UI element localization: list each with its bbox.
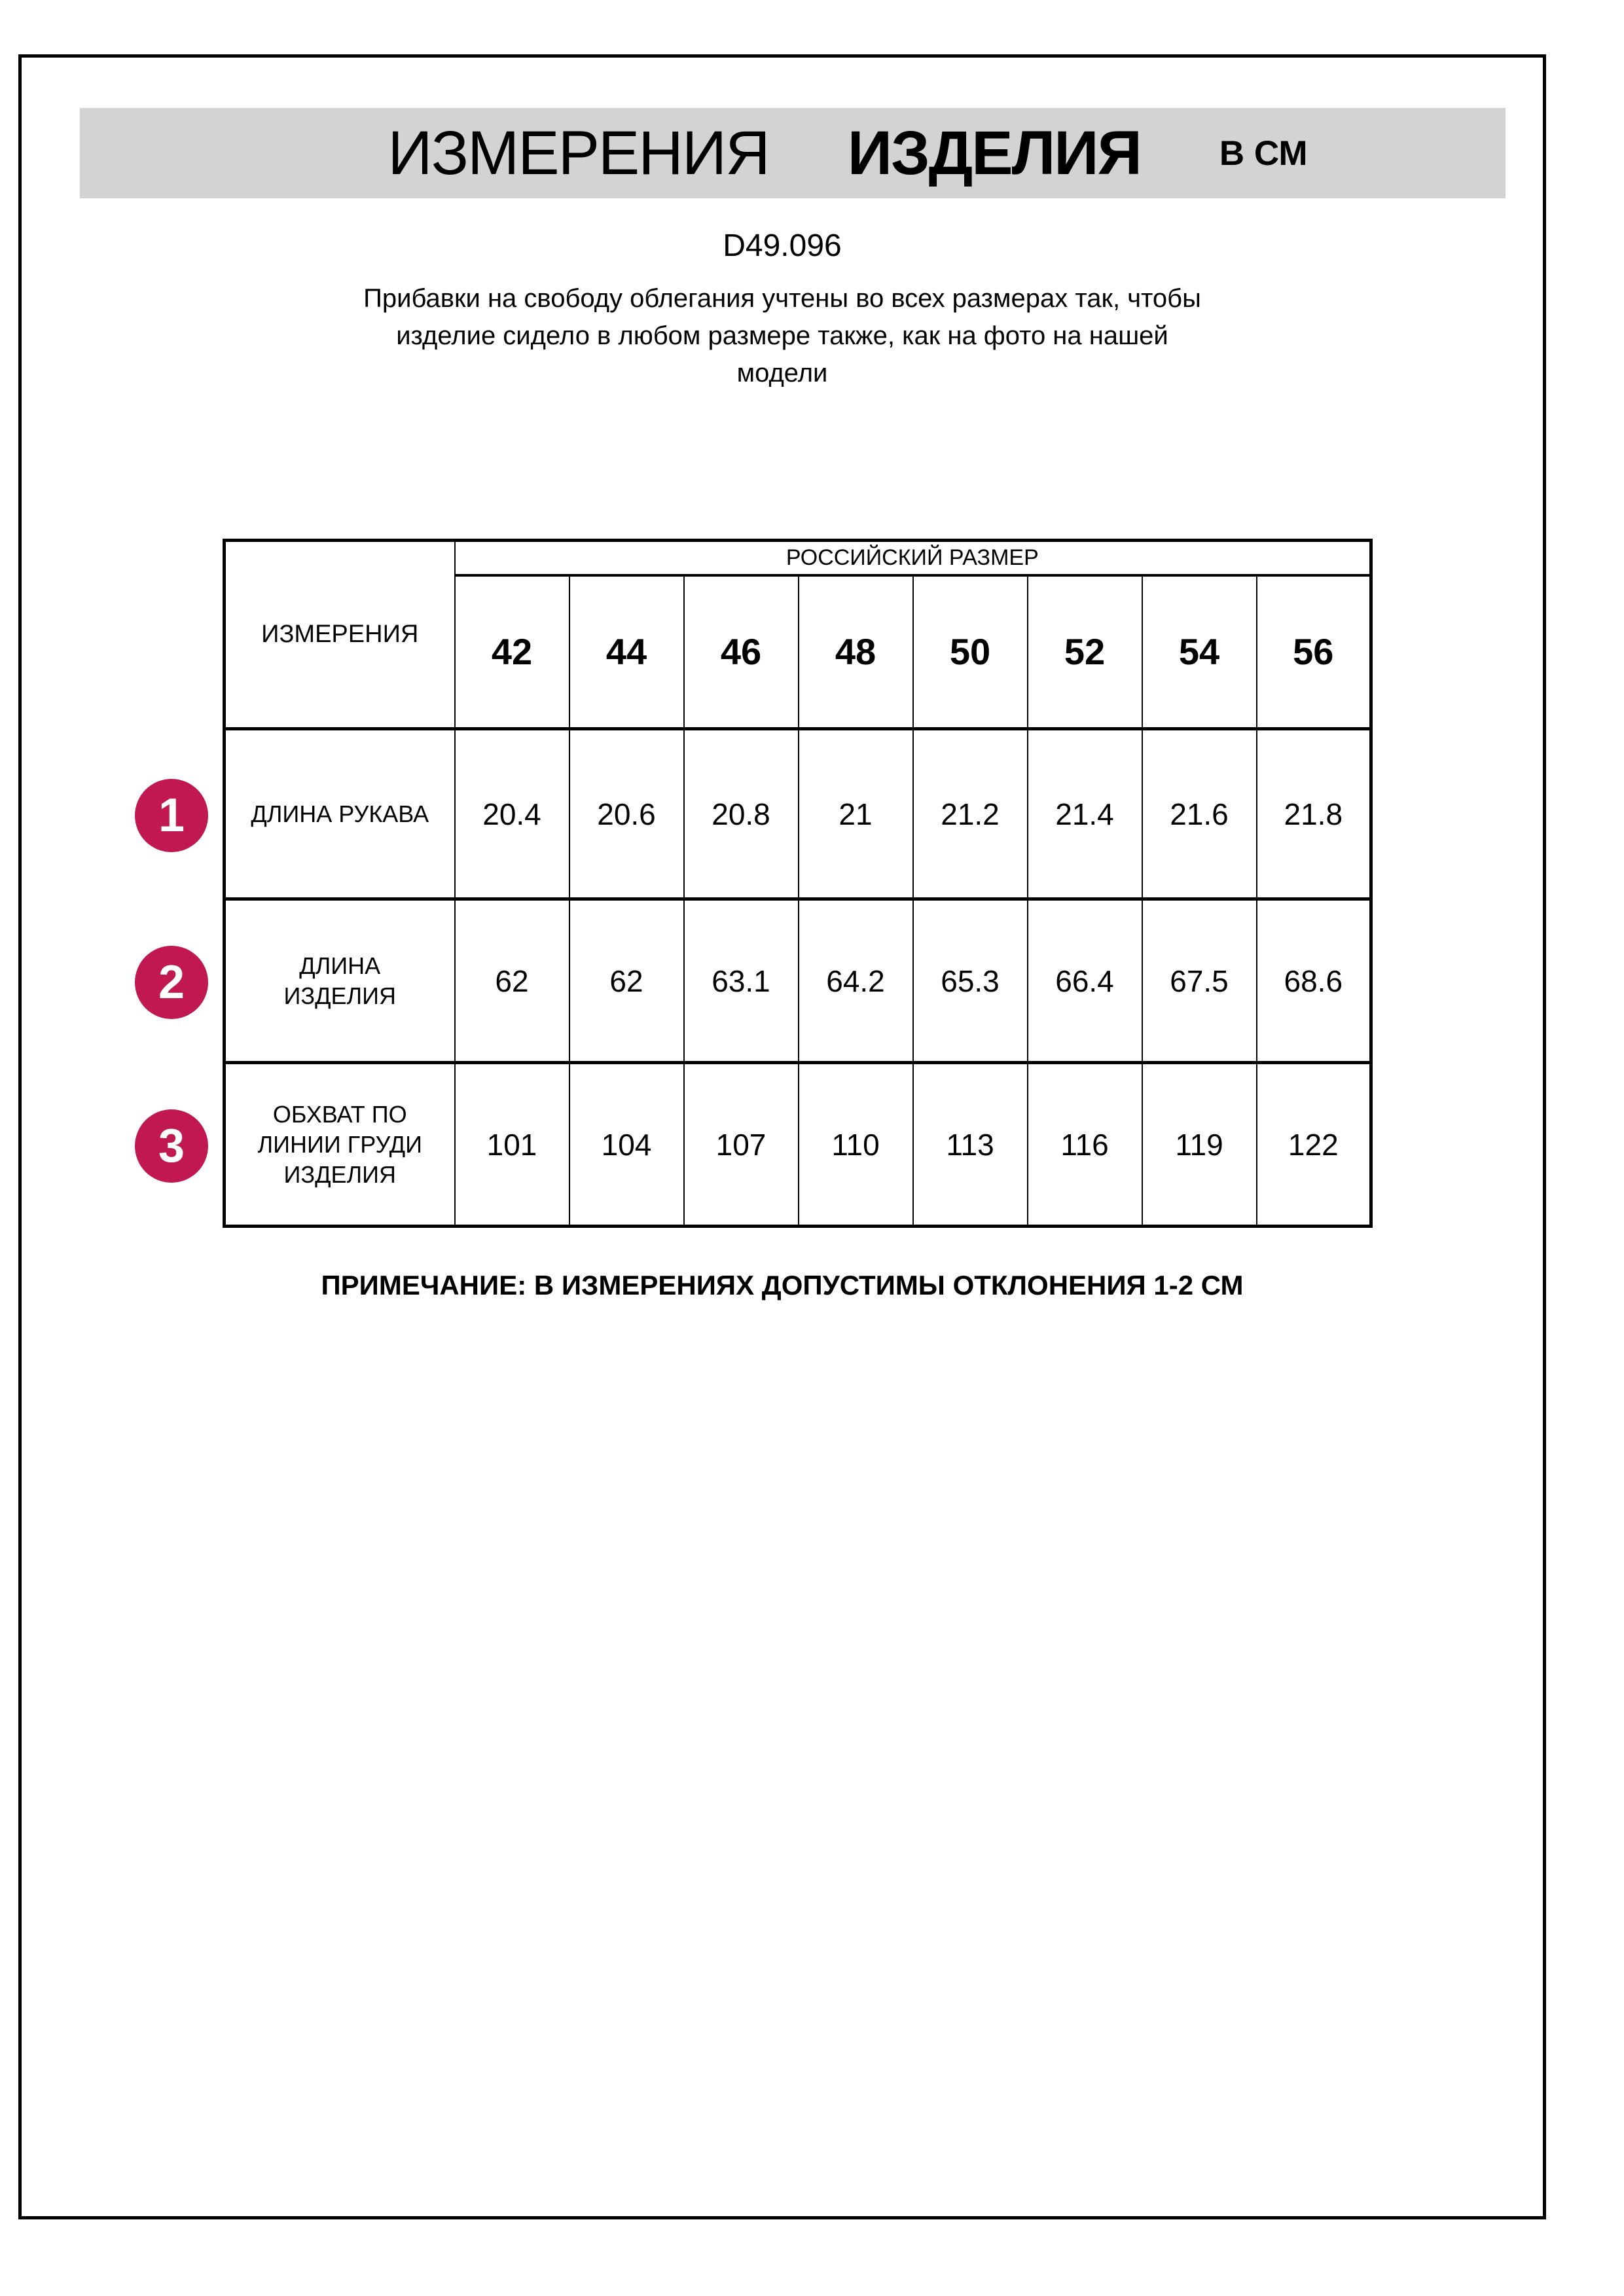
tolerance-note: ПРИМЕЧАНИЕ: В ИЗМЕРЕНИЯХ ДОПУСТИМЫ ОТКЛОНЕНИЯ 1-2 СМ <box>321 1270 1244 1300</box>
measurement-value: 107 <box>684 1063 799 1227</box>
row-number: 3 <box>158 1120 185 1172</box>
measurement-value: 122 <box>1257 1063 1371 1227</box>
product-code: D49.096 <box>723 228 842 263</box>
title-units: В СМ <box>1219 134 1308 173</box>
title-banner <box>80 108 1506 198</box>
size-column-header: 42 <box>455 575 569 729</box>
title-product: ИЗДЕЛИЯ <box>847 118 1141 188</box>
size-column-header: 44 <box>569 575 684 729</box>
measurement-value: 21.8 <box>1257 729 1371 899</box>
measurement-value: 63.1 <box>684 899 799 1063</box>
table-row <box>225 899 1371 1063</box>
fit-description-line: Прибавки на свободу облегания учтены во всех размерах так, чтобы <box>363 284 1201 313</box>
size-column-header: 48 <box>799 575 913 729</box>
measurement-value: 66.4 <box>1028 899 1142 1063</box>
measurement-value: 110 <box>799 1063 913 1227</box>
measurement-value: 67.5 <box>1142 899 1257 1063</box>
measurement-value: 113 <box>913 1063 1028 1227</box>
measurement-value: 21.2 <box>913 729 1028 899</box>
measurement-value: 62 <box>455 899 569 1063</box>
table-row <box>225 729 1371 899</box>
size-column-header: 56 <box>1257 575 1371 729</box>
measurement-value: 64.2 <box>799 899 913 1063</box>
table-corner-label: ИЗМЕРЕНИЯ <box>225 541 455 729</box>
size-header: РОССИЙСКИЙ РАЗМЕР <box>455 541 1371 575</box>
measurement-value: 65.3 <box>913 899 1028 1063</box>
measurement-label: ДЛИНА ИЗДЕЛИЯ <box>225 899 455 1063</box>
row-number-badge-1 <box>135 779 208 852</box>
row-number-badge-3 <box>135 1109 208 1183</box>
measurement-value: 62 <box>569 899 684 1063</box>
measurement-value: 101 <box>455 1063 569 1227</box>
table-row <box>225 1063 1371 1227</box>
size-column-header: 46 <box>684 575 799 729</box>
measurement-label: ОБХВАТ ПО ЛИНИИ ГРУДИ ИЗДЕЛИЯ <box>225 1063 455 1227</box>
measurement-value: 20.4 <box>455 729 569 899</box>
fit-description <box>193 280 1371 392</box>
measurement-label: ДЛИНА РУКАВА <box>225 729 455 899</box>
measurement-value: 21.4 <box>1028 729 1142 899</box>
measurement-value: 20.6 <box>569 729 684 899</box>
fit-description-line: изделие сидело в любом размере также, как на фото на нашей <box>396 321 1168 350</box>
measurement-value: 68.6 <box>1257 899 1371 1063</box>
size-column-header: 54 <box>1142 575 1257 729</box>
measurement-value: 20.8 <box>684 729 799 899</box>
measurements-table <box>223 539 1373 1228</box>
row-number: 2 <box>158 956 185 1009</box>
measurement-value: 21 <box>799 729 913 899</box>
measurement-value: 116 <box>1028 1063 1142 1227</box>
size-column-header: 50 <box>913 575 1028 729</box>
size-column-header: 52 <box>1028 575 1142 729</box>
measurement-value: 21.6 <box>1142 729 1257 899</box>
row-number: 1 <box>158 789 185 842</box>
title-measurements: ИЗМЕРЕНИЯ <box>388 118 769 188</box>
measurement-value: 104 <box>569 1063 684 1227</box>
row-number-badge-2 <box>135 946 208 1019</box>
measurement-value: 119 <box>1142 1063 1257 1227</box>
fit-description-line: модели <box>736 359 828 387</box>
